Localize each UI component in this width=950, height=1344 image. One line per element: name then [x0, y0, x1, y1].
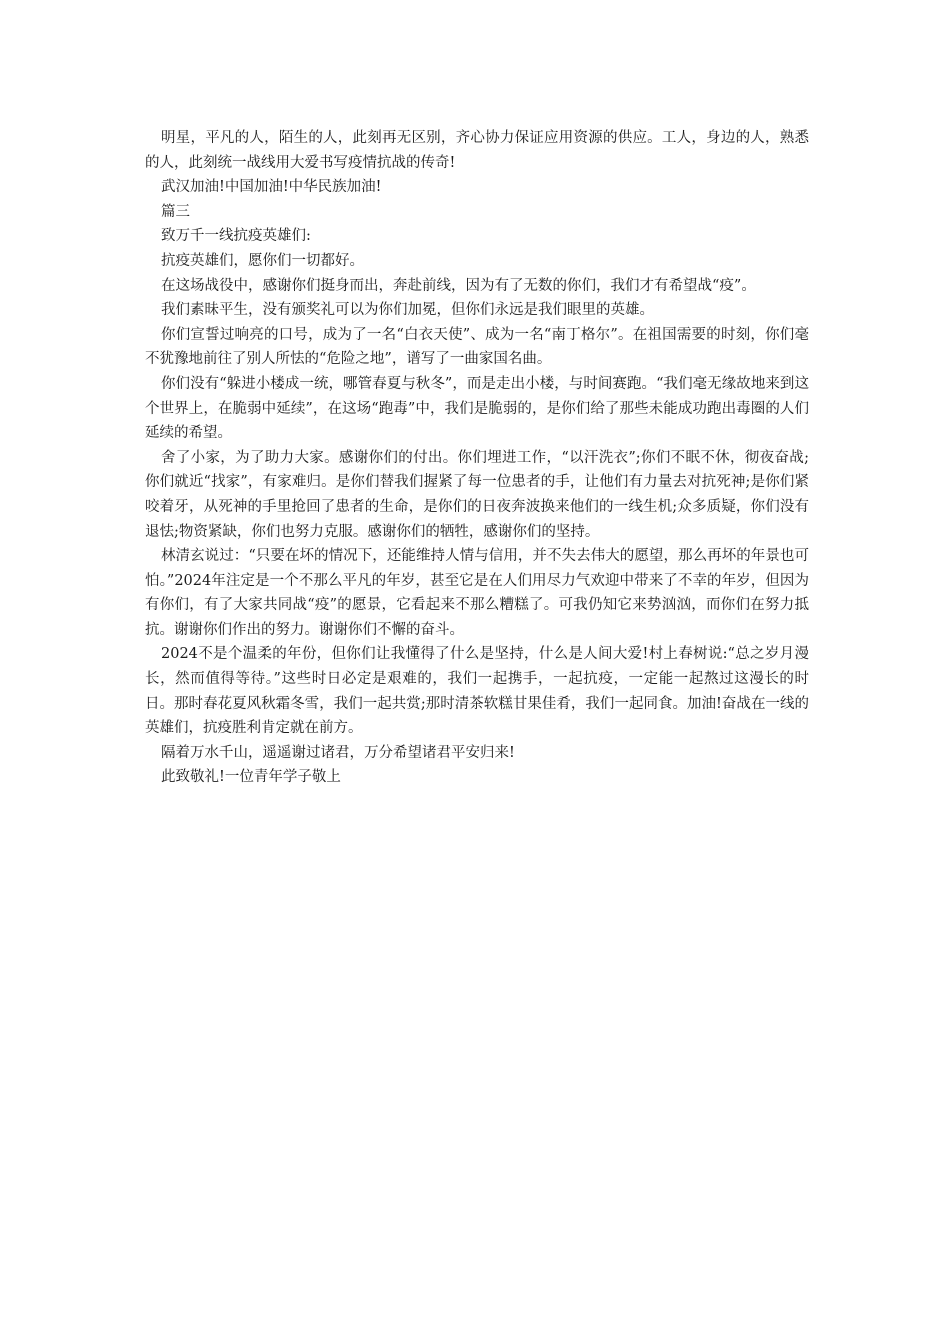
paragraph-11: 林清玄说过：“只要在坏的情况下，还能维持人情与信用，并不失去伟大的愿望，那么再坏的年景也可怕。”2024年注定是一个不那么平凡的年岁，甚至它是在人们用尽力气欢迎中带来了不幸的年岁，但因为有你们，有了大家共同战“疫”的愿景，它看起来不那么糟糕了。可我仍知它来势汹汹，而你们在努力抵抗。谢谢你们作出的努力。谢谢你们不懈的奋斗。 — [145, 548, 809, 638]
document-body — [145, 126, 809, 790]
closing-signature: 此致敬礼!一位青年学子敬上 — [161, 769, 341, 786]
paragraph-10: 舍了小家，为了助力大家。感谢你们的付出。你们埋进工作，“以汗洗衣”;你们不眠不休，彻夜奋战;你们就近“找家”，有家难归。是你们替我们握紧了每一位患者的手，让他们有力量去对抗死神;是你们紧咬着牙，从死神的手里抢回了患者的生命，是你们的日夜奔波换来他们的一线生机;众多质疑，你们没有退怯;物资紧缺，你们也努力克服。感谢你们的牺牲，感谢你们的坚持。 — [145, 449, 809, 540]
section-heading: 篇三 — [161, 203, 190, 220]
paragraph-7: 我们素昧平生，没有颁奖礼可以为你们加冕，但你们永远是我们眼里的英雄。 — [161, 302, 654, 319]
paragraph-6: 在这场战役中，感谢你们挺身而出，奔赴前线，因为有了无数的你们，我们才有希望战“疫”。 — [161, 277, 756, 294]
paragraph-9: 你们没有“躲进小楼成一统，哪管春夏与秋冬”，而是走出小楼，与时间赛跑。“我们毫无缘故地来到这个世界上，在脆弱中延续”，在这场“跑毒”中，我们是脆弱的，是你们给了那些未能成功跑出毒圈的人们延续的希望。 — [145, 375, 809, 442]
salutation: 致万千一线抗疫英雄们: — [161, 228, 311, 245]
paragraph-5: 抗疫英雄们，愿你们一切都好。 — [161, 252, 364, 269]
paragraph-2: 武汉加油!中国加油!中华民族加油! — [161, 179, 382, 196]
paragraph-12: 2024不是个温柔的年份，但你们让我懂得了什么是坚持，什么是人间大爱!村上春树说:“总之岁月漫长，然而值得等待。”这些时日必定是艰难的，我们一起携手，一起抗疫，一定能一起熬过这漫长的时日。那时春花夏风秋霜冬雪，我们一起共赏;那时清茶软糕甘果佳肴，我们一起同食。加油!奋战在一线的英雄们，抗疫胜利肯定就在前方。 — [145, 646, 809, 737]
paragraph-8: 你们宣誓过响亮的口号，成为了一名“白衣天使”、成为一名“南丁格尔”。在祖国需要的时刻，你们毫不犹豫地前往了别人所怯的“危险之地”，谱写了一曲家国名曲。 — [145, 326, 809, 368]
paragraph-13: 隔着万水千山，遥遥谢过诸君，万分希望诸君平安归来! — [161, 744, 515, 761]
paragraph-1: 明星，平凡的人，陌生的人，此刻再无区别，齐心协力保证应用资源的供应。工人，身边的人，熟悉的人，此刻统一战线用大爱书写疫情抗战的传奇! — [145, 130, 809, 171]
